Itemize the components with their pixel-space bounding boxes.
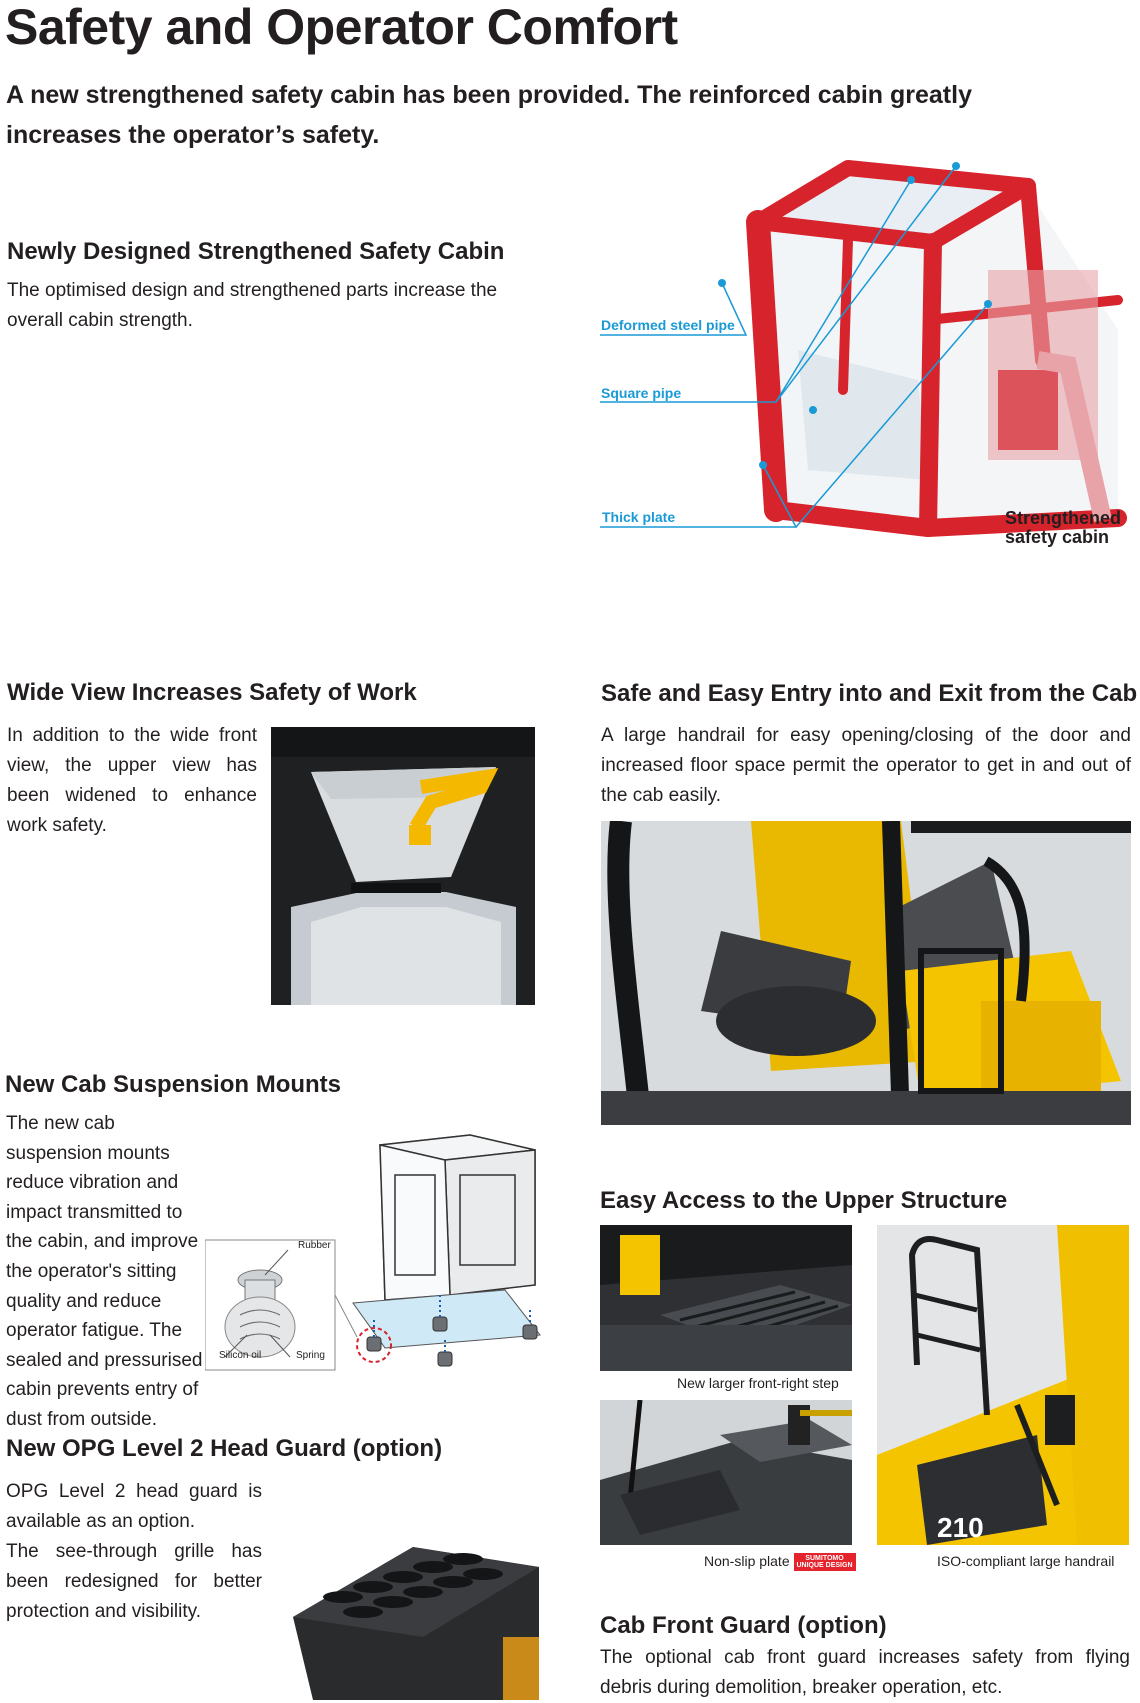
callout-square-pipe: Square pipe [601,385,682,401]
suspension-diagram [205,1115,545,1375]
front-right-step-photo [600,1225,852,1371]
wide-view-body: In addition to the wide front view, the upper view has been widened to enhance work safety. [7,725,257,836]
badge-line1: SUMITOMO [805,1555,844,1563]
upper-view-photo [271,727,535,1005]
large-handrail-photo [877,1225,1129,1545]
callout-lines [598,150,1138,560]
head-guard-photo [283,1487,539,1700]
cabin-image-caption [1005,509,1121,547]
label-rubber: Rubber [298,1240,331,1251]
opg-heading: New OPG Level 2 Head Guard (option) [6,1435,443,1462]
cabin-caption-line2: safety cabin [1005,527,1110,547]
label-spring: Spring [296,1350,325,1361]
callout-thick-plate: Thick plate [602,509,676,525]
opg-body-1: OPG Level 2 head guard is available as an option. [6,1481,262,1532]
badge-line2: UNIQUE DESIGN [796,1562,853,1570]
caption-non-slip-plate [704,1553,856,1571]
page-title: Safety and Operator Comfort [5,0,678,55]
cabin-heading: Newly Designed Strengthened Safety Cabin [7,238,505,265]
entry-body: A large handrail for easy opening/closing of the door and increased floor space permit the operator to get in and out of the cab easily. [601,725,1131,806]
cabin-body: The optimised design and strengthened parts increase the overall cabin strength. [7,280,498,331]
caption-large-handrail: ISO-compliant large handrail [937,1553,1115,1569]
sumitomo-unique-design-badge [794,1553,856,1571]
opg-body-2: The see-through grille has been redesigned for better protection and visibility. [6,1541,262,1622]
suspension-body: The new cab suspension mounts reduce vibration and impact transmitted to the cabin, and improve the operator's sitting quality and reduce operator fatigue. The sealed and pressurised cabin prevents entry of dust from outside. [6,1113,203,1430]
callout-deformed-steel-pipe: Deformed steel pipe [601,317,735,333]
label-silicon-oil: Silicon oil [219,1350,262,1361]
cab-entry-photo [601,821,1131,1125]
wide-view-heading: Wide View Increases Safety of Work [7,679,417,706]
caption-front-right-step: New larger front-right step [677,1375,839,1391]
non-slip-plate-photo [600,1400,852,1545]
suspension-heading: New Cab Suspension Mounts [5,1071,342,1098]
entry-heading: Safe and Easy Entry into and Exit from the Cab [601,680,1138,707]
cabin-caption-line1: Strengthened [1005,508,1122,528]
front-guard-heading: Cab Front Guard (option) [600,1612,887,1639]
caption-non-slip-plate-text: Non-slip plate [704,1553,790,1569]
page-lead: A new strengthened safety cabin has been provided. The reinforced cabin greatly increases the operator’s safety. [6,81,972,149]
upper-access-heading: Easy Access to the Upper Structure [600,1187,1008,1214]
model-number-mark: 210 [937,1512,984,1543]
front-guard-body: The optional cab front guard increases safety from flying debris during demolition, breaker operation, etc. [600,1647,1130,1698]
